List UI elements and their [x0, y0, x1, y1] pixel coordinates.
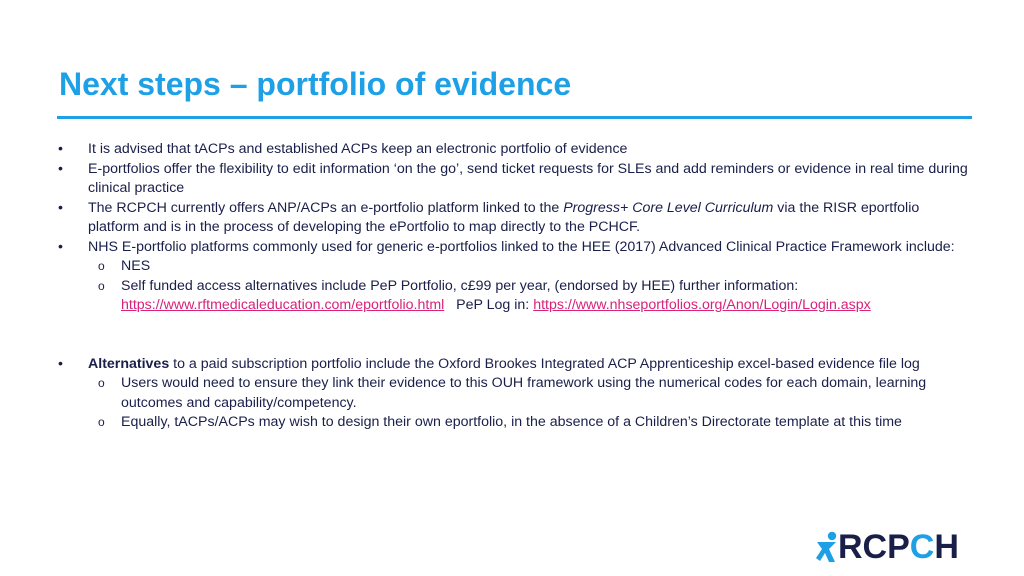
logo-wordmark	[838, 530, 959, 564]
alternatives-label: Alternatives	[88, 355, 170, 372]
bullet-marker: •	[58, 141, 63, 157]
bullet-item	[58, 355, 973, 375]
bullet-item	[58, 160, 973, 199]
bullet-text-continued: via the RISR eportfolio platform and is in the process of developing the ePortfolio to map directly to the PCHCF.	[88, 199, 920, 235]
rft-eportfolio-link[interactable]: https://www.rftmedicaleducation.com/eportfolio.html	[121, 297, 445, 313]
bullet-text: NHS E-portfolio platforms commonly used for generic e-portfolios linked to the HEE (2017) Advanced Clinical Practice Framework include:	[88, 238, 955, 255]
bullet-list	[58, 140, 973, 433]
bullet-text: The RCPCH currently offers ANP/ACPs an e-portfolio platform linked to the	[88, 199, 564, 216]
bullet-marker: •	[58, 160, 63, 177]
page-title: Next steps – portfolio of evidence	[59, 66, 572, 102]
sub-bullet-item	[58, 257, 973, 277]
logo-text-c: C	[909, 528, 935, 566]
bullet-marker: •	[58, 355, 63, 372]
sub-bullet-marker: o	[98, 415, 105, 429]
bullet-marker: •	[58, 238, 63, 255]
sub-bullet-text: Self funded access alternatives include PeP Portfolio, c£99 per year, (endorsed by HEE) further information:	[121, 277, 799, 294]
pep-login-label: PeP Log in:	[444, 297, 534, 313]
rcpch-logo	[816, 530, 959, 564]
child-figure-icon	[816, 530, 838, 564]
bullet-marker: •	[58, 199, 63, 216]
bullet-text: to a paid subscription portfolio include the Oxford Brookes Integrated ACP Apprenticeship excel-based evidence file log	[169, 355, 920, 372]
sub-bullet-item	[58, 374, 973, 413]
bullet-item	[58, 199, 973, 238]
bullet-text: E-portfolios offer the flexibility to edit information ‘on the go’, send ticket requests for SLEs and add reminders or evidence in real time during clinical practice	[88, 160, 968, 196]
curriculum-name: Progress+ Core Level Curriculum	[563, 199, 774, 216]
sub-bullet-marker: o	[98, 376, 105, 390]
bullet-item	[58, 140, 973, 160]
sub-bullet-item	[58, 277, 973, 316]
sub-bullet-text: Equally, tACPs/ACPs may wish to design their own eportfolio, in the absence of a Children’s Directorate template at this time	[121, 414, 902, 430]
bullet-text: It is advised that tACPs and established ACPs keep an electronic portfolio of evidence	[88, 141, 628, 157]
sub-bullet-marker: o	[98, 259, 105, 273]
logo-text-h: H	[934, 528, 959, 566]
sub-bullet-text: Users would need to ensure they link their evidence to this OUH framework using the numerical codes for each domain, learning outcomes and capability/competency.	[121, 375, 927, 411]
nhs-eportfolio-login-link[interactable]: https://www.nhseportfolios.org/Anon/Login/Login.aspx	[533, 297, 871, 313]
spacer	[58, 316, 973, 355]
sub-bullet-item	[58, 413, 973, 433]
sub-bullet-text: NES	[121, 258, 151, 274]
sub-bullet-marker: o	[98, 278, 105, 293]
logo-text-rcp: RCP	[838, 528, 910, 566]
title-divider	[57, 116, 972, 119]
bullet-item	[58, 238, 973, 258]
